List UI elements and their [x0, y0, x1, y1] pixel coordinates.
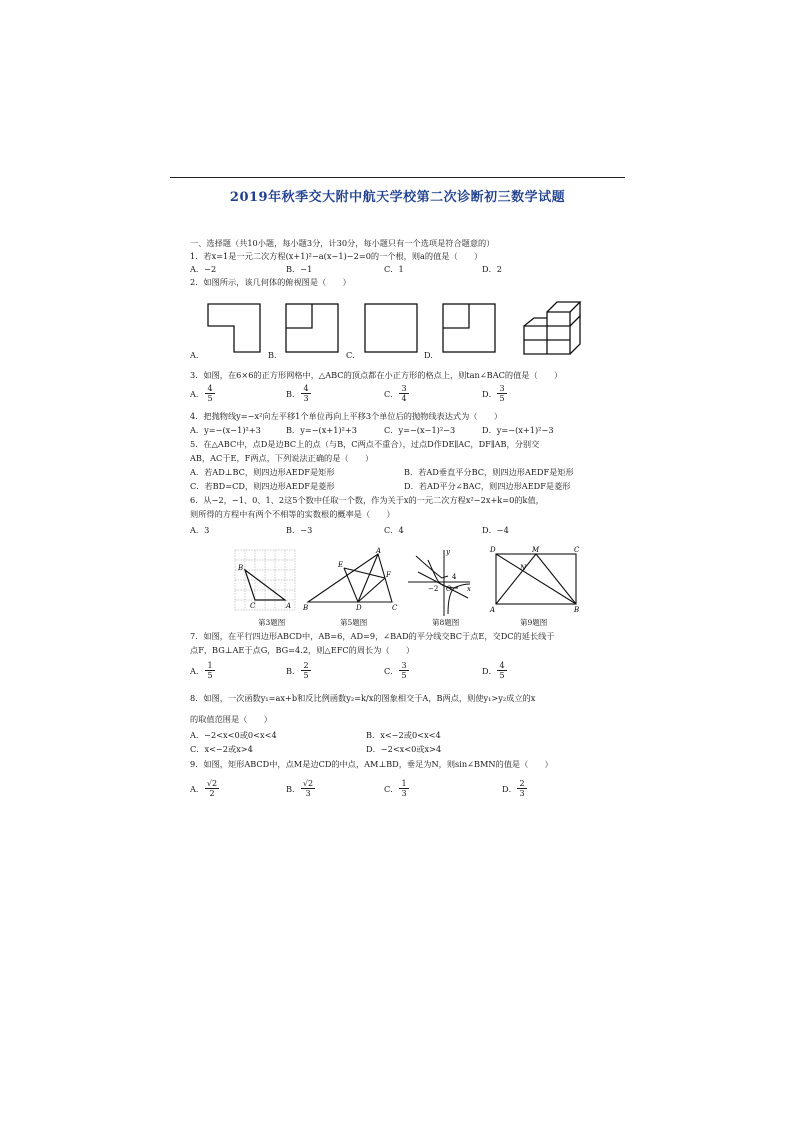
q3-option-a: A． — [190, 389, 205, 399]
figure-3-caption: 第3题图 — [258, 618, 286, 627]
section-heading: 一、选择题（共10小题，每小题3分，计30分，每小题只有一个选项是符合题意的） — [190, 238, 495, 248]
q1-option-b: B．−1 — [286, 264, 313, 274]
figure-8-caption: 第8题图 — [432, 618, 460, 627]
f9-label-a: A — [490, 606, 496, 614]
q3-option-b-fraction: $\frac{4}{3}$ — [301, 384, 311, 403]
q7-option-b-fraction: $\frac{2}{5}$ — [301, 661, 311, 680]
q2-figure-c — [365, 304, 417, 352]
f8-label-4: 4 — [452, 573, 457, 581]
f8-label-x: x — [467, 585, 471, 593]
q2-figure-a — [208, 304, 260, 352]
f8-label-minus2: −2 — [428, 585, 439, 593]
q3-option-d: D． — [482, 389, 497, 399]
q2-figures — [190, 296, 590, 360]
q3-option-c: C． — [384, 389, 399, 399]
f5-label-c: C — [392, 604, 398, 612]
q5-option-d: D．若AD平分∠BAC，则四边形AEDF是菱形 — [404, 481, 571, 491]
q3-option-c-fraction: $\frac{3}{4}$ — [399, 384, 409, 403]
q2-option-b: B. — [268, 350, 277, 360]
f9-label-c: C — [574, 546, 580, 554]
q2-option-c: C. — [346, 350, 355, 360]
figure-9-caption: 第9题图 — [520, 618, 548, 627]
q2-option-a: A. — [190, 350, 199, 360]
q4-option-c: C．y=−(x−1)²−3 — [384, 425, 456, 435]
f3-label-b: B — [238, 564, 244, 572]
q6-option-a: A．3 — [190, 525, 210, 535]
q6-option-c: C．4 — [384, 525, 404, 535]
figure-5-triangle — [308, 554, 392, 602]
f5-label-e: E — [338, 561, 344, 569]
q8-option-c: C．x<−2或x>4 — [190, 744, 253, 754]
q5-option-b: B．若AD垂直平分BC，则四边形AEDF是矩形 — [404, 467, 574, 477]
q9-option-c-fraction: $\frac{1}{3}$ — [399, 779, 409, 798]
q7-option-d-fraction: $\frac{4}{5}$ — [497, 661, 507, 680]
q6-stem: 6．从−2，−1、0、1、2这5个数中任取一个数，作为关于x的一元二次方程x²−2x+k=0的k值， — [190, 495, 544, 505]
q8-option-b: B．x<−2或0<x<4 — [366, 730, 441, 740]
f3-label-c: C — [250, 602, 256, 610]
q4-stem: 4．把抛物线y=−x²向左平移1个单位再向上平移3个单位后的抛物线表达式为（ ） — [190, 411, 503, 421]
q7-stem: 7．如图，在平行四边形ABCD中，AB=6，AD=9，∠BAD的平分线交BC于点E，交DC的延长线于 — [190, 631, 555, 641]
q7-option-c: C． — [384, 666, 399, 676]
q8-stem: 8．如图，一次函数y₁=ax+b和反比例函数y₂=k/x的图象相交于A，B两点，则使y₁>y₂成立的x — [190, 693, 536, 703]
q2-solid-3d — [524, 302, 580, 354]
q2-stem: 2．如图所示，该几何体的俯视图是（ ） — [190, 277, 351, 287]
figure-3-grid — [235, 550, 295, 610]
q3-option-d-fraction: $\frac{3}{5}$ — [497, 384, 507, 403]
q9-option-c: C． — [384, 784, 399, 794]
header-rule — [170, 177, 625, 178]
q7-option-c-fraction: $\frac{3}{5}$ — [399, 661, 409, 680]
q9-option-b-fraction: $\frac{√2}{3}$ — [302, 779, 314, 798]
q1-option-a: A．−2 — [190, 264, 217, 274]
q7-option-a-fraction: $\frac{1}{5}$ — [205, 661, 215, 680]
q9-option-d-fraction: $\frac{2}{3}$ — [517, 779, 527, 798]
q9-option-a-fraction: $\frac{√2}{2}$ — [206, 779, 218, 798]
figures-row — [230, 546, 590, 624]
q3-option-a-fraction: $\frac{4}{5}$ — [205, 384, 215, 403]
f3-label-a: A — [286, 602, 292, 610]
q4-option-b: B．y=−(x+1)²+3 — [286, 425, 357, 435]
q3-stem: 3．如图，在6×6的正方形网格中，△ABC的顶点都在小正方形的格点上，则tan∠BAC的值是（ ） — [190, 370, 563, 380]
f8-label-o: O — [446, 585, 452, 593]
q4-option-d: D．y=−(x+1)²−3 — [482, 425, 554, 435]
q7-option-b: B． — [286, 666, 301, 676]
q6-stem-2: 则所得的方程中有两个不相等的实数根的概率是（ ） — [190, 509, 395, 519]
f5-label-a: A — [376, 547, 382, 555]
f5-label-f: F — [386, 571, 391, 579]
q9-option-b: B． — [286, 784, 301, 794]
q9-option-a: A． — [190, 784, 205, 794]
figure-8-graph — [408, 550, 470, 616]
q1-option-d: D．2 — [482, 264, 502, 274]
q1-option-c: C．1 — [384, 264, 404, 274]
f5-label-d: D — [356, 604, 362, 612]
page-title: 2019年秋季交大附中航天学校第二次诊断初三数学试题 — [229, 190, 566, 205]
q6-option-b: B．−3 — [286, 525, 313, 535]
q7-stem-2: 点F，BG⊥AE于点G，BG=4.2，则△EFC的周长为（ ） — [190, 645, 415, 655]
q2-option-d: D. — [424, 350, 433, 360]
q5-option-a: A．若AD⊥BC，则四边形AEDF是矩形 — [190, 467, 335, 477]
q9-stem: 9．如图，矩形ABCD中，点M是边CD的中点，AM⊥BD，垂足为N，则sin∠BMN的值是（ ） — [190, 759, 553, 769]
q7-option-d: D． — [482, 666, 497, 676]
figure-5-caption: 第5题图 — [340, 618, 368, 627]
f9-label-b: B — [574, 606, 580, 614]
q3-option-b: B． — [286, 389, 301, 399]
q8-option-a: A．−2<x<0或0<x<4 — [190, 730, 277, 740]
q1-stem: 1．若x=1是一元二次方程(x+1)²−a(x−1)−2=0的一个根，则a的值是（ ） — [190, 251, 483, 261]
f8-label-y: y — [446, 548, 450, 556]
q9-option-d: D． — [502, 784, 517, 794]
q5-stem: 5．在△ABC中，点D是边BC上的点（与B，C两点不重合），过点D作DE∥AC，DF∥AB，分别交 — [190, 439, 540, 449]
figure-9-rectangle — [496, 554, 576, 604]
f9-label-d: D — [490, 546, 496, 554]
q8-stem-2: 的取值范围是（ ） — [190, 714, 272, 724]
f9-label-n: N — [520, 564, 527, 572]
q6-option-d: D．−4 — [482, 525, 509, 535]
q8-option-d: D．−2<x<0或x>4 — [366, 744, 442, 754]
q5-option-c: C．若BD=CD，则四边形AEDF是菱形 — [190, 481, 335, 491]
f5-label-b: B — [303, 604, 309, 612]
q4-option-a: A．y=−(x−1)²+3 — [190, 425, 261, 435]
q5-stem-2: AB，AC于E，F两点，下列说法正确的是（ ） — [190, 453, 374, 463]
f9-label-m: M — [532, 546, 540, 554]
q7-option-a: A． — [190, 666, 205, 676]
